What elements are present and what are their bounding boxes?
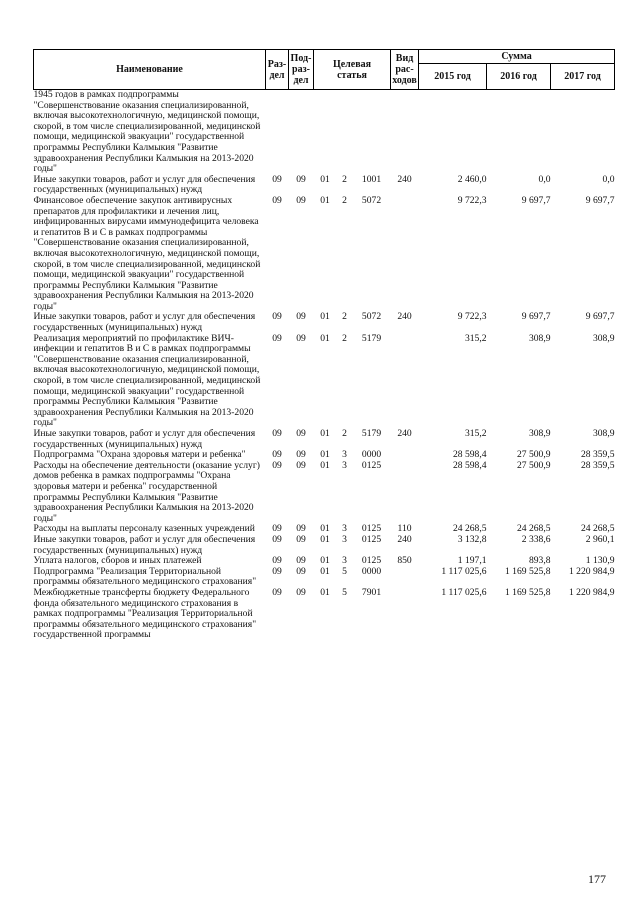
row-sum-2016: 27 500,9 — [516, 459, 551, 471]
row-podrazdel: 09 — [296, 459, 306, 471]
row-name: Иные закупки товаров, работ и услуг для обеспечения государственных (муниципальных) нужд — [33, 533, 256, 556]
row-target-direction: 5179 — [361, 428, 382, 439]
row-sum-2016: 0,0 — [538, 173, 551, 185]
row-sum-2016: 893,8 — [528, 555, 551, 567]
row-target-direction: 1001 — [361, 173, 382, 185]
row-target-subprogram: 5 — [342, 586, 347, 598]
row-sum-2015: 9 722,3 — [457, 194, 487, 206]
table-row — [34, 588, 615, 641]
row-sum-2017: 0,0 — [602, 173, 615, 185]
table-row — [34, 175, 615, 196]
row-target-subprogram: 3 — [342, 555, 347, 567]
row-podrazdel: 09 — [296, 565, 306, 577]
header-name: Наименование — [34, 50, 266, 90]
table-header — [34, 50, 615, 90]
header-target-article: Целевая статья — [314, 50, 391, 90]
row-sum-2016: 27 500,9 — [516, 449, 551, 461]
row-target-direction: 0125 — [361, 523, 382, 535]
row-target-program: 01 — [320, 523, 330, 535]
row-razdel: 09 — [272, 459, 282, 471]
row-target-subprogram: 2 — [342, 332, 347, 344]
row-name: Подпрограмма "Реализация Территориальной программы обязательного медицинского страхования" — [33, 565, 257, 588]
row-sum-2017: 308,9 — [592, 428, 615, 439]
row-target-program: 01 — [320, 194, 330, 206]
header-expense-type: Вид рас- ходов — [391, 50, 419, 90]
row-sum-2017: 308,9 — [592, 332, 615, 344]
row-razdel: 09 — [272, 428, 282, 439]
row-sum-2017: 28 359,5 — [580, 459, 615, 471]
row-expense-type — [391, 588, 419, 641]
row-target-program: 01 — [320, 565, 330, 577]
row-sum-2016: 24 268,5 — [516, 523, 551, 535]
row-name: Иные закупки товаров, работ и услуг для обеспечения государственных (муниципальных) нужд — [33, 311, 256, 334]
row-sum-2015: 315,2 — [464, 428, 487, 439]
row-expense-type: 240 — [397, 428, 412, 439]
row-expense-type — [391, 450, 419, 461]
row-sum-2015: 315,2 — [464, 332, 487, 344]
row-target-direction: 5179 — [361, 332, 382, 344]
row-target-subprogram: 5 — [342, 565, 347, 577]
row-podrazdel — [289, 90, 314, 175]
header-year-2015: 2015 год — [419, 64, 487, 90]
row-sum-2015: 1 117 025,6 — [441, 586, 487, 598]
row-razdel: 09 — [272, 449, 282, 461]
row-expense-type — [391, 196, 419, 313]
row-target-subprogram: 2 — [342, 311, 347, 323]
header-podrazdel: Под- раз- дел — [289, 50, 314, 90]
budget-table — [33, 49, 615, 641]
row-expense-type: 110 — [397, 523, 412, 535]
row-name: Межбюджетные трансферты бюджету Федерального фонда обязательного медицинского страхования в рамках подпрограммы "Реализация Территориальной программы обязательного медицинского страхования" государственной программы — [33, 586, 257, 641]
row-target-direction: 0000 — [361, 449, 382, 461]
table-row — [34, 196, 615, 313]
row-sum-2016: 9 697,7 — [521, 311, 551, 323]
row-name: Уплата налогов, сборов и иных платежей — [33, 555, 202, 567]
row-name: Финансовое обеспечение закупок антивирусных препаратов для профилактики и лечения лиц, инфицированных вирусами иммунодефицита человека и гепатитов В и С в рамках подпрограммы "Совершенствование оказания специализированной, включая высокотехнологичную, медицинской помощи, скорой, в том числе специализированной, медицинской помощи, медицинской эвакуации" государственной программы Республики Калмыкия "Развитие здравоохранения Республики Калмыкия на 2013-2020 годы" — [33, 194, 261, 312]
row-target-direction: 0000 — [361, 565, 382, 577]
row-sum-2015: 1 117 025,6 — [441, 565, 487, 577]
row-sum-2015: 2 460,0 — [457, 173, 487, 185]
row-target-program: 01 — [320, 586, 330, 598]
row-razdel: 09 — [272, 194, 282, 206]
row-target-subprogram: 3 — [342, 533, 347, 545]
row-expense-type: 240 — [397, 533, 412, 545]
row-target-direction: 5072 — [361, 194, 382, 206]
row-sum-2015: 28 598,4 — [452, 459, 487, 471]
row-sum-2017: 1 220 984,9 — [568, 565, 615, 577]
table-row — [34, 312, 615, 333]
row-sum-2017: 24 268,5 — [580, 523, 615, 535]
row-sum-2017: 1 220 984,9 — [568, 586, 615, 598]
row-razdel: 09 — [272, 586, 282, 598]
table-row — [34, 429, 615, 450]
page-number: 177 — [588, 872, 606, 886]
row-target-program: 01 — [320, 332, 330, 344]
table-row — [34, 535, 615, 556]
row-sum-2016 — [487, 90, 551, 175]
row-sum-2015 — [419, 90, 487, 175]
row-podrazdel: 09 — [296, 173, 306, 185]
row-podrazdel: 09 — [296, 332, 306, 344]
header-year-2017: 2017 год — [551, 64, 615, 90]
row-name: Расходы на обеспечение деятельности (оказание услуг) домов ребенка в рамках подпрограммы "Охрана здоровья матери и ребенка" государственной программы Республики Калмыкия "Развитие здравоохранения Республики Калмыкия на 2013-2020 годы" — [33, 459, 260, 524]
row-sum-2015: 24 268,5 — [452, 523, 487, 535]
row-target-direction: 0125 — [361, 555, 382, 567]
table-row — [34, 461, 615, 525]
row-podrazdel: 09 — [296, 586, 306, 598]
row-target-direction: 5072 — [361, 311, 382, 323]
row-target-subprogram: 3 — [342, 523, 347, 535]
header-sum: Сумма — [419, 50, 615, 64]
row-target-program: 01 — [320, 459, 330, 471]
row-name: Подпрограмма "Охрана здоровья матери и ребенка" — [33, 449, 246, 461]
row-razdel — [266, 90, 289, 175]
row-razdel: 09 — [272, 533, 282, 545]
row-target-program: 01 — [320, 428, 330, 439]
row-podrazdel: 09 — [296, 311, 306, 323]
row-expense-type — [391, 567, 419, 588]
row-podrazdel: 09 — [296, 194, 306, 206]
row-target-subprogram: 3 — [342, 449, 347, 461]
row-sum-2016: 1 169 525,8 — [504, 565, 551, 577]
row-target-direction: 0125 — [361, 459, 382, 471]
row-sum-2017: 9 697,7 — [585, 311, 615, 323]
row-target-direction: 7901 — [361, 586, 382, 598]
row-target-subprogram: 2 — [342, 194, 347, 206]
header-razdel: Раз- дел — [266, 50, 289, 90]
row-sum-2017: 2 960,1 — [585, 533, 615, 545]
row-expense-type: 240 — [397, 311, 412, 323]
row-podrazdel: 09 — [296, 533, 306, 545]
row-expense-type: 850 — [397, 555, 412, 567]
table-row — [34, 567, 615, 588]
row-expense-type: 240 — [397, 173, 412, 185]
row-target-direction: 0125 — [361, 533, 382, 545]
row-target-program: 01 — [320, 555, 330, 567]
row-razdel: 09 — [272, 311, 282, 323]
row-target-subprogram — [337, 90, 353, 175]
row-name: Иные закупки товаров, работ и услуг для обеспечения государственных (муниципальных) нужд — [33, 428, 256, 450]
row-sum-2016: 308,9 — [528, 428, 551, 439]
row-expense-type — [391, 334, 419, 429]
row-sum-2015: 1 197,1 — [457, 555, 487, 567]
row-sum-2016: 308,9 — [528, 332, 551, 344]
table-body — [34, 90, 615, 641]
row-sum-2017: 28 359,5 — [580, 449, 615, 461]
row-sum-2015: 3 132,8 — [457, 533, 487, 545]
row-target-program: 01 — [320, 449, 330, 461]
row-target-direction — [353, 90, 391, 175]
row-podrazdel: 09 — [296, 555, 306, 567]
row-razdel: 09 — [272, 565, 282, 577]
row-target-program: 01 — [320, 533, 330, 545]
row-sum-2015: 28 598,4 — [452, 449, 487, 461]
row-target-program — [314, 90, 337, 175]
row-name: Иные закупки товаров, работ и услуг для обеспечения государственных (муниципальных) нужд — [33, 173, 256, 196]
row-razdel: 09 — [272, 332, 282, 344]
row-sum-2016: 2 338,6 — [521, 533, 551, 545]
row-sum-2016: 1 169 525,8 — [504, 586, 551, 598]
row-razdel: 09 — [272, 523, 282, 535]
row-sum-2017: 1 130,9 — [585, 555, 615, 567]
row-target-program: 01 — [320, 311, 330, 323]
row-podrazdel: 09 — [296, 428, 306, 439]
row-sum-2017: 9 697,7 — [585, 194, 615, 206]
row-target-subprogram: 3 — [342, 459, 347, 471]
row-sum-2015: 9 722,3 — [457, 311, 487, 323]
row-name: Реализация мероприятий по профилактике ВИЧ-инфекции и гепатитов В и С в рамках подпрограммы "Совершенствование оказания специализированной, включая высокотехнологичную, медицинской помощи, скорой, в том числе специализированной, медицинской помощи, медицинской эвакуации" государственной программы Республики Калмыкия "Развитие здравоохранения Республики Калмыкия на 2013-2020 годы" — [33, 332, 261, 429]
row-expense-type — [391, 90, 419, 175]
row-sum-2017 — [551, 90, 615, 175]
row-expense-type — [391, 461, 419, 525]
row-podrazdel: 09 — [296, 449, 306, 461]
row-name: Расходы на выплаты персоналу казенных учреждений — [33, 523, 255, 535]
table-row — [34, 90, 615, 175]
row-target-program: 01 — [320, 173, 330, 185]
row-target-subprogram: 2 — [342, 173, 347, 185]
row-target-subprogram: 2 — [342, 428, 347, 439]
row-name: 1945 годов в рамках подпрограммы "Совершенствование оказания специализированной, включая высокотехнологичную, медицинской помощи, скорой, в том числе специализированной, медицинской помощи, медицинской эвакуации" государственной программы Республики Калмыкия "Развитие здравоохранения Республики Калмыкия на 2013-2020 годы" — [33, 89, 261, 175]
row-razdel: 09 — [272, 555, 282, 567]
row-sum-2016: 9 697,7 — [521, 194, 551, 206]
row-razdel: 09 — [272, 173, 282, 185]
row-podrazdel: 09 — [296, 523, 306, 535]
table-row — [34, 334, 615, 429]
header-year-2016: 2016 год — [487, 64, 551, 90]
